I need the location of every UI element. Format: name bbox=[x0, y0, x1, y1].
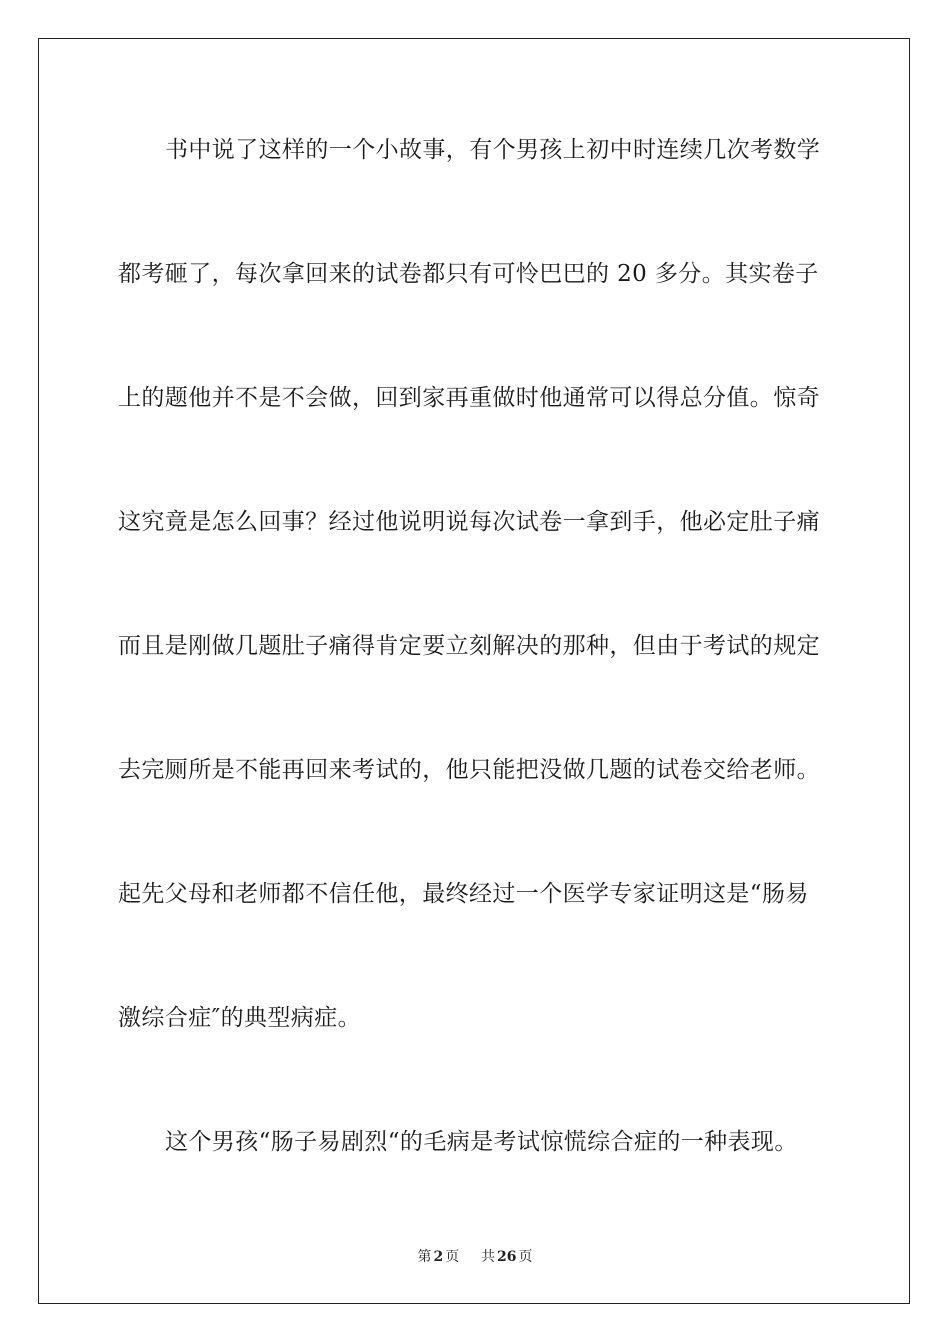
paragraph-line: 上的题他并不是不会做，回到家再重做时他通常可以得总分值。惊奇 bbox=[118, 385, 820, 411]
paragraph-line: 去完厕所是不能再回来考试的，他只能把没做几题的试卷交给老师。 bbox=[118, 757, 820, 783]
paragraph-line: 激综合症″的典型病症。 bbox=[118, 1005, 361, 1031]
paragraph-line: 这个男孩“肠子易剧烈“的毛病是考试惊慌综合症的一种表现。 bbox=[165, 1129, 798, 1155]
paragraph-line: 而且是刚做几题肚子痛得肯定要立刻解决的那种，但由于考试的规定 bbox=[118, 633, 820, 659]
total-suffix: 页 bbox=[518, 1249, 533, 1265]
paragraph-line: 都考砸了，每次拿回来的试卷都只有可怜巴巴的 20 多分。其实卷子 bbox=[118, 261, 819, 287]
page-suffix: 页 bbox=[445, 1249, 460, 1265]
page-number: 2 bbox=[433, 1249, 444, 1265]
paragraph-line: 书中说了这样的一个小故事，有个男孩上初中时连续几次考数学 bbox=[165, 137, 821, 163]
total-prefix: 共 bbox=[481, 1249, 496, 1265]
page-border bbox=[38, 38, 910, 1304]
paragraph-line: 起先父母和老师都不信任他，最终经过一个医学专家证明这是“肠易 bbox=[118, 881, 809, 907]
paragraph-line: 这究竟是怎么回事？经过他说明说每次试卷一拿到手，他必定肚子痛 bbox=[118, 509, 820, 535]
total-pages: 26 bbox=[497, 1249, 517, 1265]
page-prefix: 第 bbox=[417, 1249, 432, 1265]
page-footer bbox=[0, 1246, 950, 1266]
